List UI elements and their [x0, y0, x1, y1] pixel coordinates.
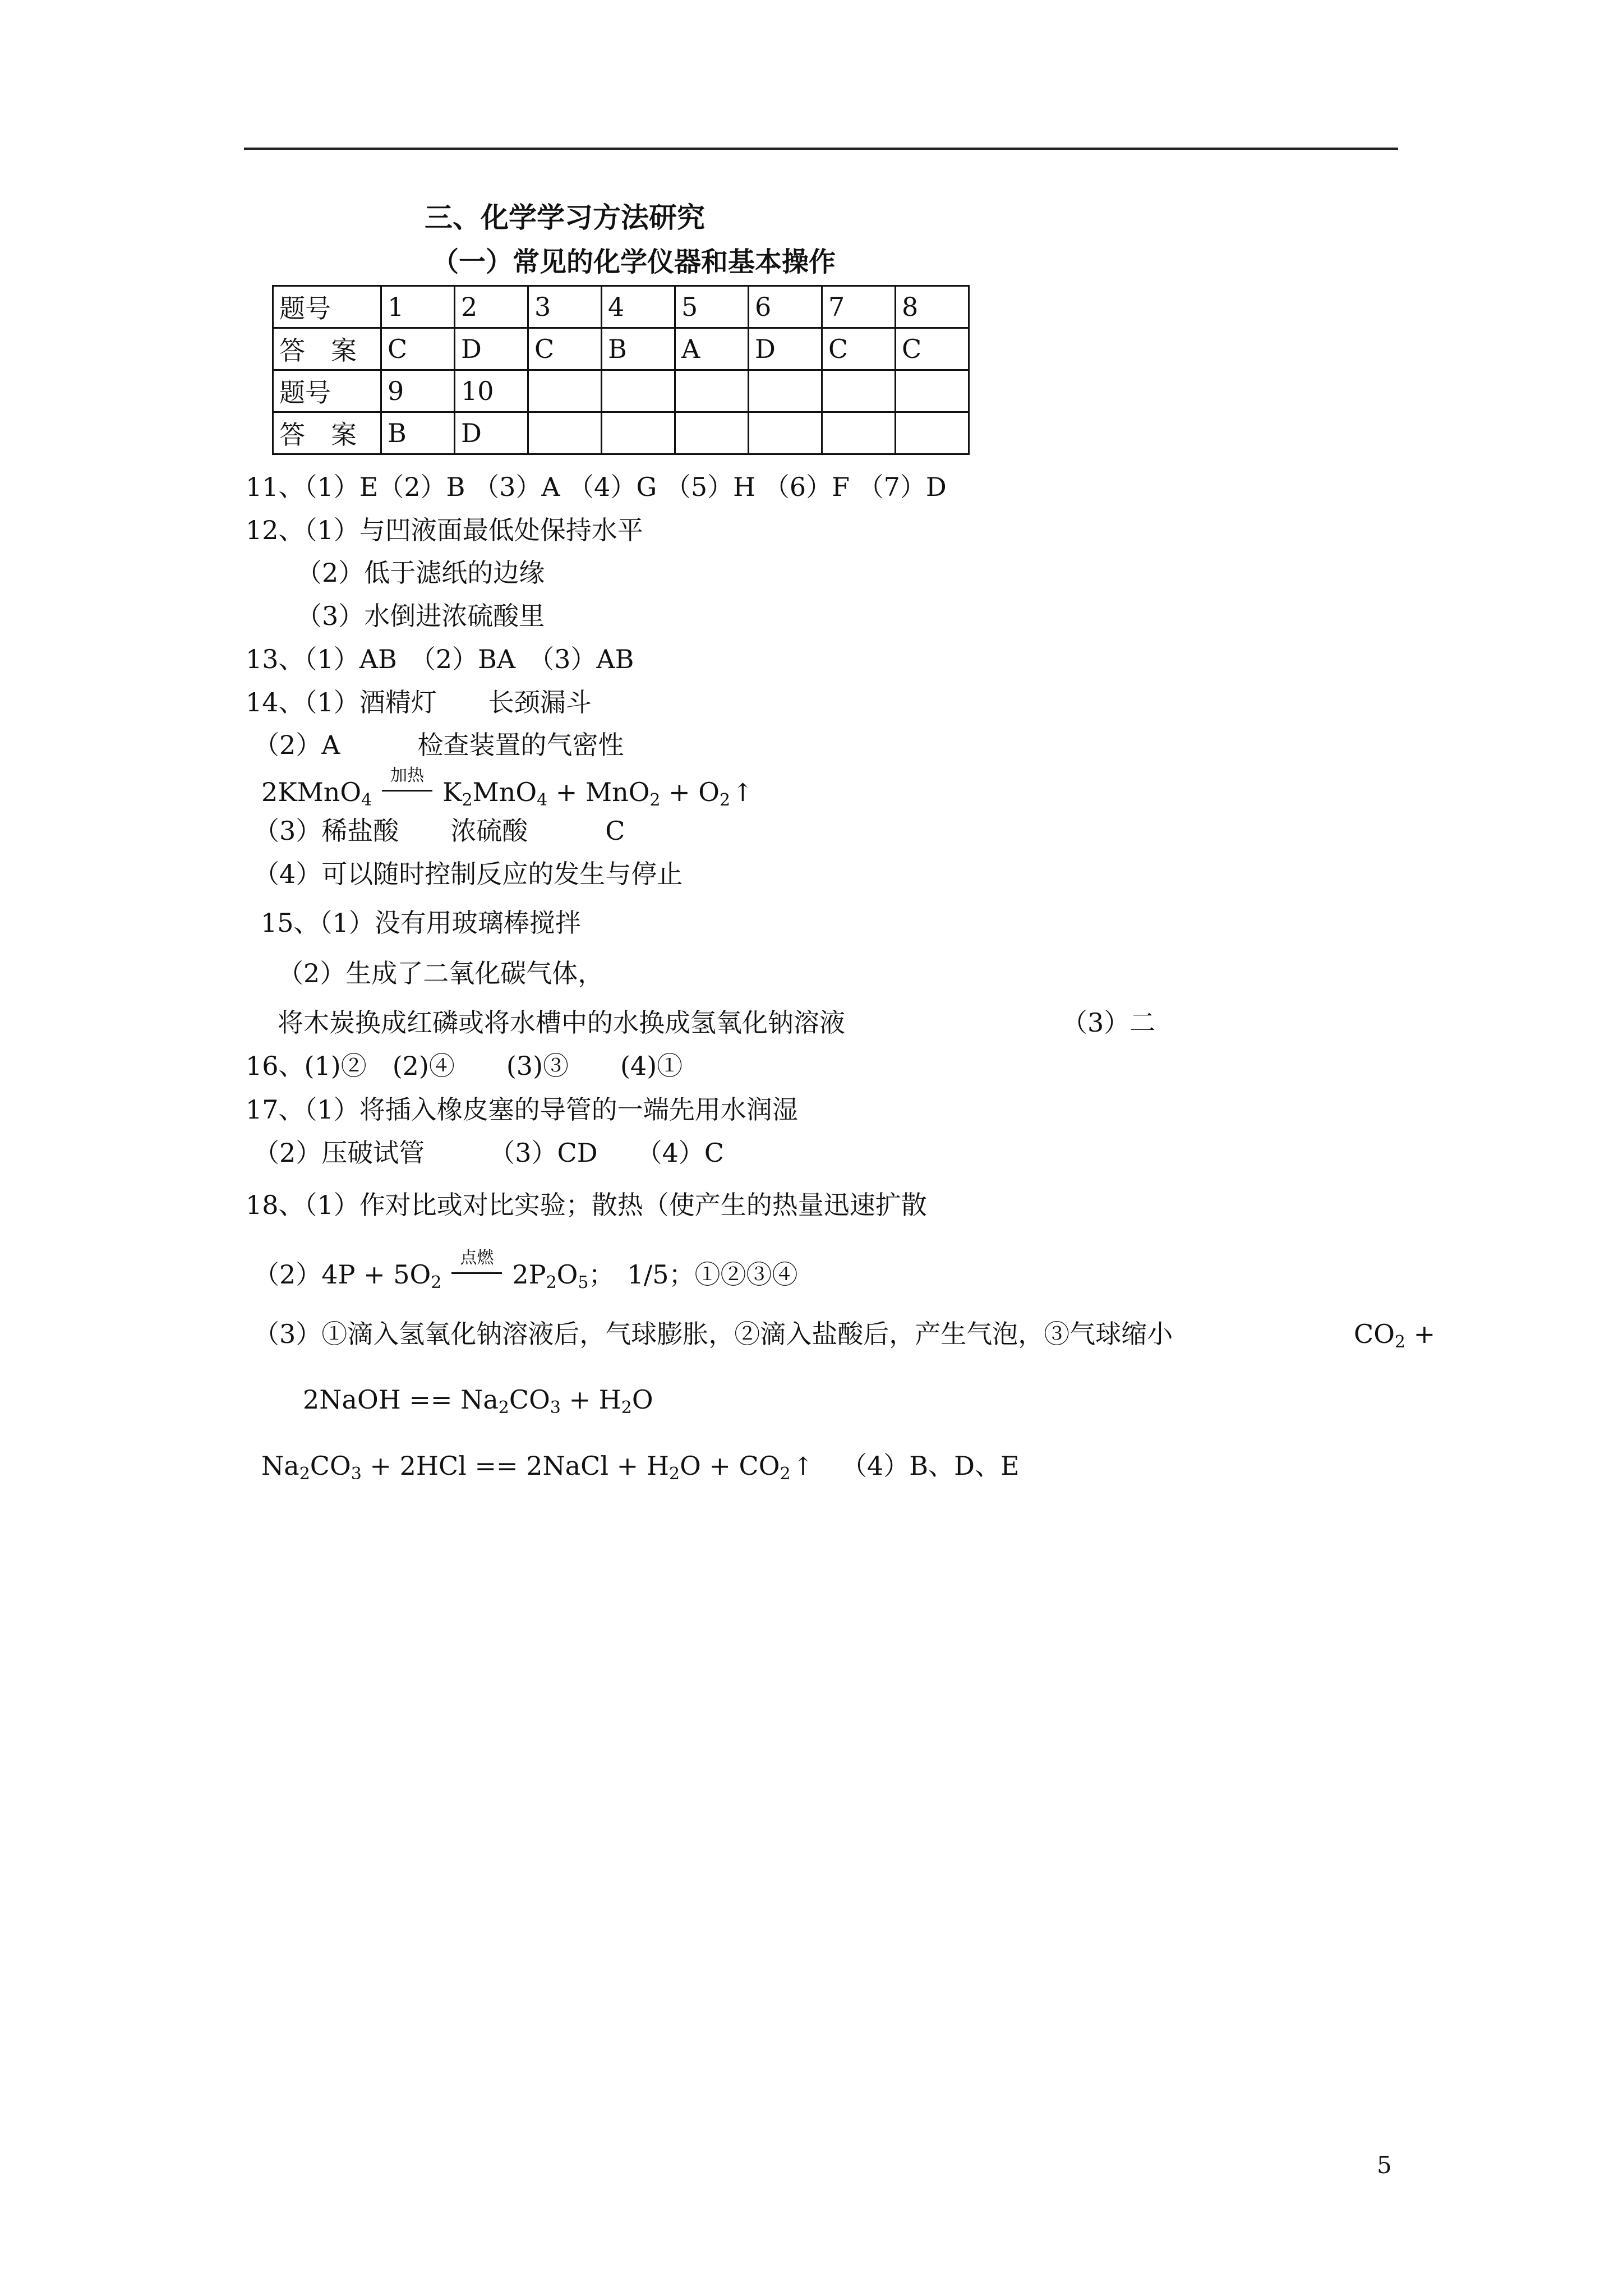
table-cell: C	[896, 328, 969, 370]
answer-table	[272, 285, 970, 455]
table-cell	[528, 412, 602, 454]
table-row-header: 题号	[273, 286, 381, 328]
table-cell	[822, 370, 896, 412]
table-cell: D	[455, 412, 528, 454]
answer-14-4: （4）可以随时控制反应的发生与停止	[253, 859, 683, 889]
gas-arrow-icon: ↑	[732, 779, 753, 807]
table-row	[273, 370, 969, 412]
table-cell: D	[455, 328, 528, 370]
table-cell: 3	[528, 286, 602, 328]
answer-12-2: （2）低于滤纸的边缘	[296, 558, 545, 588]
table-row-header: 答 案	[273, 328, 381, 370]
table-cell	[675, 412, 749, 454]
table-cell: 5	[675, 286, 749, 328]
table-cell	[749, 412, 822, 454]
table-row	[273, 412, 969, 454]
equation-kmno4: 2KMnO$_4$ 加热 $K_2MnO_4 + MnO_2$ + $O_2↑$	[261, 766, 753, 810]
page-number: 5	[1377, 2151, 1392, 2179]
table-cell	[822, 412, 896, 454]
answer-16: 16、(1)② (2)④ (3)③ (4)①	[246, 1051, 683, 1081]
table-row-header: 答 案	[273, 412, 381, 454]
table-cell: 1	[381, 286, 455, 328]
table-cell: D	[749, 328, 822, 370]
table-cell: A	[675, 328, 749, 370]
table-cell: 8	[896, 286, 969, 328]
gas-arrow-icon: ↑	[792, 1452, 814, 1481]
table-cell: 7	[822, 286, 896, 328]
table-row	[273, 286, 969, 328]
answer-18-2: $(2)4P + 5O_2$ 点燃 $2P_2O_5$； 1/5；①②③④	[253, 1248, 798, 1292]
subsection-title: （一）常见的化学仪器和基本操作	[432, 246, 836, 278]
table-cell	[749, 370, 822, 412]
answer-18-2-suffix: ； 1/5；①②③④	[588, 1259, 798, 1290]
table-cell	[528, 370, 602, 412]
answer-18-2-prefix: （2）4P + 5O	[253, 1259, 431, 1290]
table-cell: 10	[455, 370, 528, 412]
equation-co2-part2: 2NaOH == $Na_2CO_3 + H_2O$	[303, 1384, 653, 1418]
answer-12-1: 12、（1）与凹液面最低处保持水平	[246, 515, 643, 545]
table-cell: 9	[381, 370, 455, 412]
answer-15-3: 将木炭换成红磷或将水槽中的水换成氢氧化钠溶液	[278, 1007, 845, 1038]
table-cell	[896, 412, 969, 454]
table-cell: B	[602, 328, 675, 370]
table-cell	[675, 370, 749, 412]
table-row-header: 题号	[273, 370, 381, 412]
table-cell: 4	[602, 286, 675, 328]
table-cell: B	[381, 412, 455, 454]
table-cell: 6	[749, 286, 822, 328]
answer-18-4: （4）B、D、E	[841, 1451, 1020, 1481]
answer-17-1: 17、（1）将插入橡皮塞的导管的一端先用水润湿	[246, 1094, 798, 1125]
answer-15-2: （2）生成了二氧化碳气体，	[278, 958, 604, 988]
table-cell: C	[381, 328, 455, 370]
answer-15-3b: （3）二	[1062, 1007, 1156, 1038]
table-row	[273, 328, 969, 370]
answer-18-1: 18、（1）作对比或对比实验；散热（使产生的热量迅速扩散	[246, 1190, 927, 1220]
equation-na2co3: $Na_2CO_3 + 2HCl$ == 2NaCl + $H_2O$ + $CO_2↑$	[261, 1451, 814, 1484]
answer-14-2: （2）A 检查装置的气密性	[253, 730, 624, 760]
answer-18-3: （3）①滴入氢氧化钠溶液后，气球膨胀，②滴入盐酸后，产生气泡，③气球缩小	[253, 1319, 1173, 1349]
answer-13: 13、（1）AB （2）BA （3）AB	[246, 644, 634, 674]
table-cell: C	[822, 328, 896, 370]
equation-co2-part1: $CO_2$ +	[1354, 1319, 1436, 1352]
answer-17-2: （2）压破试管 （3）CD （4）C	[253, 1138, 725, 1168]
table-cell	[602, 412, 675, 454]
answer-14-1: 14、（1）酒精灯 长颈漏斗	[246, 687, 592, 717]
table-cell	[602, 370, 675, 412]
header-rule	[244, 148, 1398, 150]
reaction-condition-heat: 加热	[382, 775, 432, 801]
reaction-condition-ignite: 点燃	[451, 1258, 502, 1283]
answer-15-1: 15、（1）没有用玻璃棒搅拌	[261, 908, 581, 938]
answer-11: 11、（1）E（2）B （3）A （4）G （5）H （6）F （7）D	[246, 472, 947, 502]
answer-12-3: （3）水倒进浓硫酸里	[296, 601, 545, 631]
table-cell: C	[528, 328, 602, 370]
section-title: 三、化学学习方法研究	[425, 201, 705, 234]
table-cell	[896, 370, 969, 412]
answer-14-3: （3）稀盐酸 浓硫酸 C	[253, 816, 625, 846]
table-cell: 2	[455, 286, 528, 328]
